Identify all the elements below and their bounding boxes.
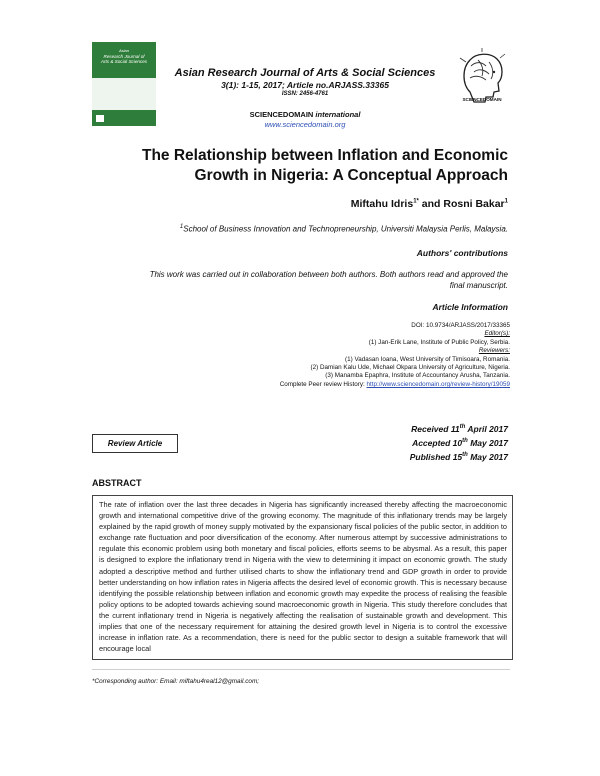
peer-review-history-link[interactable]: http://www.sciencedomain.org/review-history/19059	[366, 380, 510, 388]
received-date: Received 11th April 2017	[411, 423, 508, 434]
article-information-heading: Article Information	[432, 302, 508, 312]
published-date: Published 15th May 2017	[409, 451, 508, 462]
cover-title: Asian Research Journal of Arts & Social Sciences	[100, 48, 148, 65]
peer-review-history: Complete Peer review History: http://www.sciencedomain.org/review-history/19059	[279, 380, 510, 388]
accepted-date: Accepted 10th May 2017	[412, 437, 508, 448]
author-1: Miftahu Idris	[350, 198, 414, 210]
cover-logo-icon	[96, 115, 104, 122]
abstract-heading: ABSTRACT	[92, 478, 142, 488]
author-list: Miftahu Idris$^{1*}$ and Rosni Bakar$^1$	[350, 198, 508, 210]
cover-panel	[92, 78, 156, 110]
journal-name: Asian Research Journal of Arts & Social Sciences	[174, 67, 436, 79]
reviewer-item: (1) Vadasan Ioana, West University of Timisoara, Romania.	[345, 355, 510, 363]
journal-cover-thumbnail	[92, 42, 156, 126]
publisher-name: SCIENCEDOMAIN international	[249, 110, 361, 119]
footnote-divider	[92, 669, 510, 670]
affiliation: $^1$School of Business Innovation and Technopreneurship, Universiti Malaysia Perlis, Malaysia.	[179, 224, 508, 234]
contributions-heading: Authors' contributions	[416, 248, 508, 258]
journal-issn: ISSN: 2456-4761	[281, 91, 329, 97]
reviewer-item: (2) Damian Kalu Ude, Michael Okpara University of Agriculture, Nigeria.	[310, 364, 510, 372]
article-type-badge: Review Article	[92, 434, 178, 453]
article-dates	[300, 421, 508, 462]
author-2: Rosni Bakar	[443, 198, 505, 210]
article-information	[92, 322, 510, 389]
contributions-text: This work was carried out in collaboration between both authors. Both authors read and approved the final manuscript.	[149, 270, 508, 290]
reviewer-item: (3) Manamba Epaphra, Institute of Accountancy Arusha, Tanzania.	[325, 372, 510, 380]
abstract-body: The rate of inflation over the last three decades in Nigeria has significantly increased thereby affecting the macroeconomic growth and international competitive drive of the growing economy. The magnitude of this inflationary trends may be largely explained by the rapid growth of money supply motivated by the expansionary fiscal policies of the public sector, in addition to exchange rate fluctuation and poor diversification of the economy. After numerous attempt by successive administrations to regulate this economic problem using both monetary and fiscal policies, efforts seems to be abysmal. As a result, this paper is designed to explore the inflationary trend in Nigeria with the view to determining it impact on economic growth. The study adopted a descriptive method and further utilised charts to show the inflationary trend and GDP growth in order to provide better understanding on how inflation rates in Nigeria affects the desired level of economic growth. This is necessary because identifying the possible relationship between inflation and economic growth may expedite the process of realising the feasible policy options to be adopted towards achieving sound macroeconomic growth in Nigeria. This study therefore concludes that the current inflationary trend in Nigeria is negatively affecting the realisation of sustainable growth and development. This implies that one of the necessary requirement for attaining the desired growth level in Nigeria is to control the excessive increase in inflation rate. As a recommendation, there is need for the public sector to design a suitable framework that will encourage local	[92, 495, 513, 660]
reviewers-label: Reviewers:	[478, 347, 510, 355]
corresponding-author-footnote: *Corresponding author: Email: miftahu4real12@gmail.com;	[92, 678, 260, 685]
editor-item: (1) Jan-Erik Lane, Institute of Public Policy, Serbia.	[368, 338, 510, 346]
emblem-caption: SCIENCEDOMAIN	[462, 97, 502, 102]
article-title: The Relationship between Inflation and Economic Growth in Nigeria: A Conceptual Approach	[141, 147, 508, 184]
doi: DOI: 10.9734/ARJASS/2017/33365	[411, 322, 510, 329]
publisher-url[interactable]: www.sciencedomain.org	[264, 120, 346, 129]
journal-citation: 3(1): 1-15, 2017; Article no.ARJASS.33365	[221, 80, 389, 90]
editors-label: Editor(s):	[484, 330, 510, 338]
